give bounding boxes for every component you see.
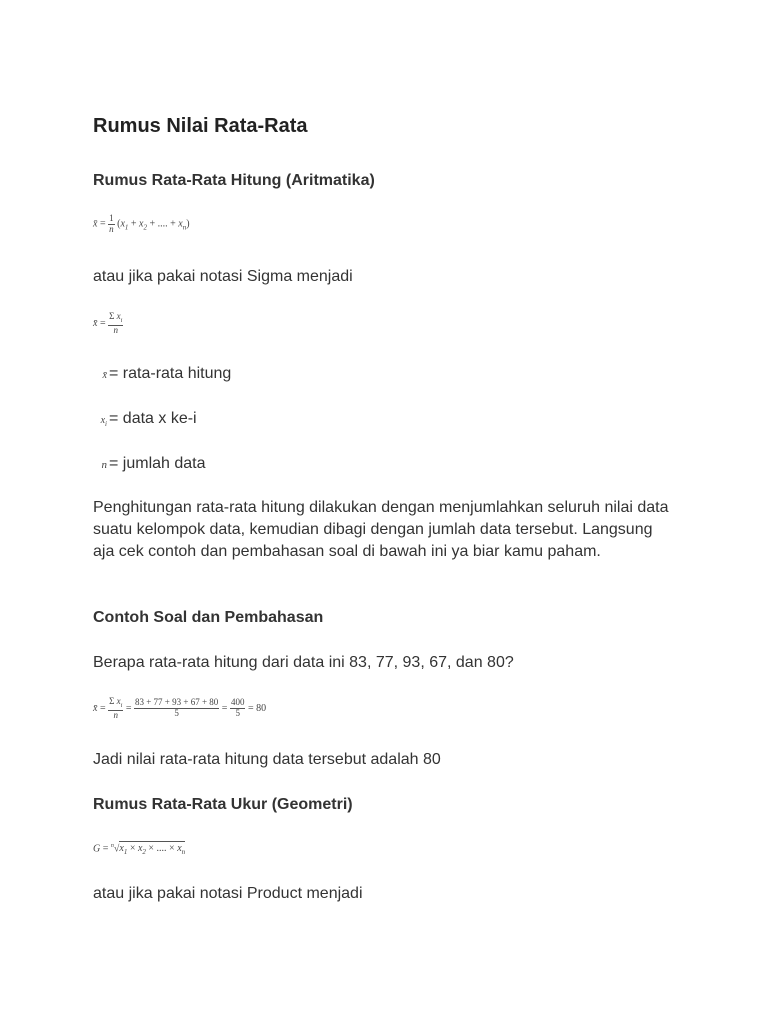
sigma-notation-intro: atau jika pakai notasi Sigma menjadi xyxy=(93,268,353,285)
page-title: Rumus Nilai Rata-Rata xyxy=(93,115,308,137)
example-question: Berapa rata-rata hitung dari data ini 83, 77, 93, 67, dan 80? xyxy=(93,654,514,671)
example-denominator: 5 xyxy=(174,708,179,719)
example-sum: 400 xyxy=(230,697,245,708)
legend-xbar xyxy=(93,363,231,387)
n-symbol: n xyxy=(101,459,107,471)
geometric-mean-formula: $G = ^n√x_1 \times x_2$ × .... × $x_n$ xyxy=(93,843,186,857)
legend-n-text: = jumlah data xyxy=(109,455,206,472)
example-numerator: 83 + 77 + 93 + 67 + 80 xyxy=(134,697,219,708)
xi-symbol: $x_i$ xyxy=(100,415,107,428)
xbar-symbol: x̄ xyxy=(102,370,107,381)
sigma-mean-formula: x̄ = $\frac{\Sigma x_i}{n}$ xyxy=(93,311,123,335)
example-heading: Contoh Soal dan Pembahasan xyxy=(93,609,324,626)
example-denominator-2: 5 xyxy=(235,708,240,719)
geo-heading: Rumus Rata-Rata Ukur (Geometri) xyxy=(93,796,353,813)
legend-xbar-text: = rata-rata hitung xyxy=(109,365,232,382)
example-conclusion: Jadi nilai rata-rata hitung data tersebut adalah 80 xyxy=(93,751,441,768)
explanation-paragraph: Penghitungan rata-rata hitung dilakukan dengan menjumlahkan seluruh nilai data suatu kelompok data, kemudian dibagi dengan jumlah data tersebut. Langsung aja cek contoh dan pembahasan soal di bawah ini ya biar kamu paham. xyxy=(93,499,669,560)
legend-xi xyxy=(93,408,197,435)
legend-xi-text: = data x ke-i xyxy=(109,410,197,427)
example-calculation: x̄ = $\frac{\Sigma x_i}{n}$ = $\frac{83 + 77 + 93 + 67 + 80}{5}$ = $\frac{400}{5}$ = 80 xyxy=(93,696,267,720)
arith-heading: Rumus Rata-Rata Hitung (Aritmatika) xyxy=(93,172,375,189)
arith-mean-formula: x̄ = $\frac{1}{n}$ ($x_1 + x_2$ + .... + $x_n$) xyxy=(93,213,190,234)
legend-n xyxy=(93,453,206,476)
example-result: 80 xyxy=(256,703,267,715)
product-notation-intro: atau jika pakai notasi Product menjadi xyxy=(93,885,363,902)
